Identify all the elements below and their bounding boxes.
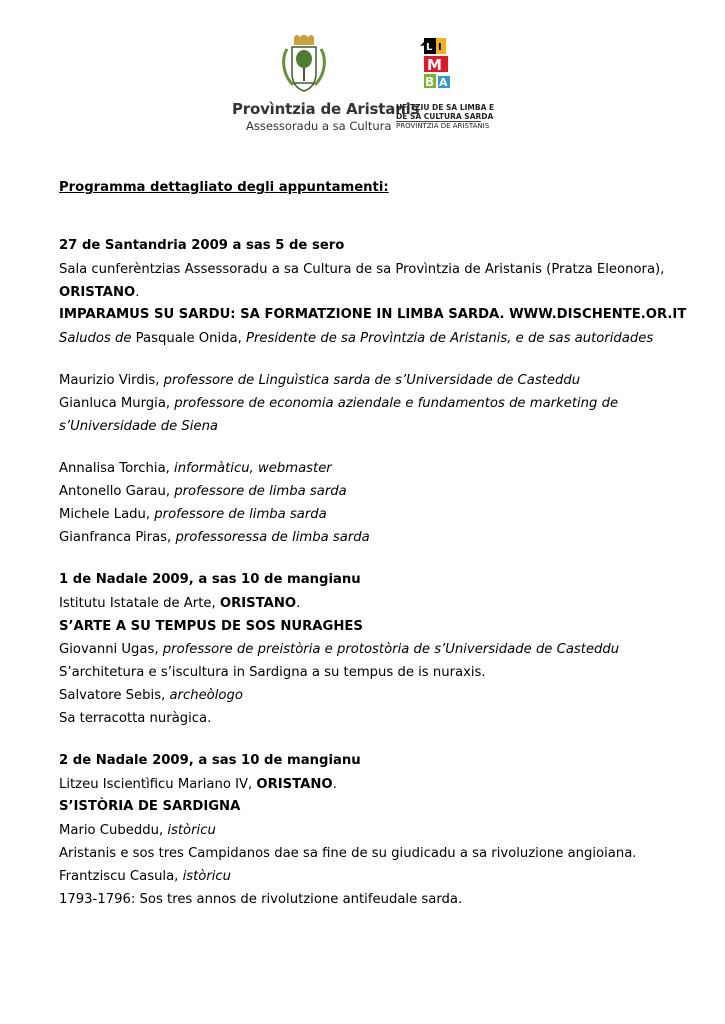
talk-topic: 1793-1796: Sos tres annos de rivolutzione antifeudale sarda. (59, 892, 463, 907)
event1-date: 27 de Santandria 2009 a sas 5 de sero (59, 238, 345, 253)
logo-letter-b: B (425, 75, 435, 89)
speaker-role: archeòlogo (169, 688, 243, 703)
office-name-line2: DE SA CULTURA SARDA (396, 112, 494, 121)
staff-line (59, 506, 327, 524)
speaker-role: istòricu (167, 823, 216, 838)
speaker-role: professore de economia aziendale e fundamentos de marketing de (174, 396, 619, 411)
event3-venue: Litzeu Iscientìficu Mariano IV, (59, 777, 257, 792)
logo-letter-a: A (439, 76, 448, 89)
limba-office-logo (418, 36, 458, 98)
greet-name: Pasquale Onida, (131, 331, 246, 346)
staff-role: professore de limba sarda (174, 484, 347, 499)
event3-city-end: . (332, 777, 337, 792)
event2-city: ORISTANO (219, 596, 297, 611)
greet-role: Presidente de sa Provìntzia de Aristanis, e de sas autoridades (246, 331, 654, 346)
province-department: Assessoradu a sa Cultura (246, 119, 392, 133)
staff-name: Annalisa Torchia, (59, 461, 175, 476)
speaker-role-continuation: s’Universidade de Siena (59, 419, 219, 434)
staff-name: Antonello Garau, (59, 484, 175, 499)
staff-role: professore de limba sarda (154, 507, 327, 522)
event2-date: 1 de Nadale 2009, a sas 10 de mangianu (59, 572, 361, 587)
event1-city-line (59, 284, 139, 302)
program-title: Programma dettagliato degli appuntamenti: (59, 180, 389, 195)
speaker-line (59, 372, 580, 390)
speaker-name: Frantziscu Casula, (59, 869, 183, 884)
event3-venue-line (59, 776, 337, 794)
talk-topic: Aristanis e sos tres Campidanos dae sa fine de su giudicadu a sa rivoluzione angioiana. (59, 846, 637, 861)
speaker-role: professore de preistòria e protostòria de s’Universidade de Casteddu (162, 642, 620, 657)
talk-topic: Sa terracotta nuràgica. (59, 711, 212, 726)
event1-greetings (59, 330, 653, 348)
staff-role: professoressa de limba sarda (175, 530, 370, 545)
logo-letter-i: I (438, 42, 442, 53)
speaker-name: Gianluca Murgia, (59, 396, 175, 411)
event1-venue: Sala cunferèntzias Assessoradu a sa Cultura de sa Provìntzia de Aristanis (Pratza Eleonora), (59, 262, 665, 277)
speaker-role: professore de Linguìstica sarda de s’Universidade de Casteddu (163, 373, 581, 388)
event3-headline: S’ISTÒRIA DE SARDIGNA (59, 799, 241, 814)
speaker-name: Maurizio Virdis, (59, 373, 164, 388)
event2-venue: Istitutu Istatale de Arte, (59, 596, 220, 611)
event1-city: ORISTANO (59, 285, 136, 300)
office-province: PROVÌNTZIA DE ARISTANIS (396, 122, 490, 130)
staff-role: informàticu, webmaster (174, 461, 332, 476)
staff-name: Gianfranca Piras, (59, 530, 176, 545)
event2-city-end: . (296, 596, 301, 611)
event1-headline: IMPARAMUS SU SARDU: SA FORMATZIONE IN LIMBA SARDA. WWW.DISCHENTE.OR.IT (59, 307, 687, 322)
province-crest-logo (279, 35, 329, 97)
event1-city-end: . (135, 285, 140, 300)
staff-line (59, 529, 370, 547)
speaker-line (59, 868, 231, 886)
greet-prefix: Saludos de (59, 331, 132, 346)
event3-city: ORISTANO (256, 777, 333, 792)
logo-letter-l: L (426, 42, 433, 53)
speaker-line (59, 687, 243, 705)
event2-venue-line (59, 595, 300, 613)
talk-topic: S’architetura e s’iscultura in Sardigna a su tempus de is nuraxis. (59, 665, 486, 680)
staff-line (59, 460, 332, 478)
speaker-line (59, 395, 618, 413)
speaker-name: Giovanni Ugas, (59, 642, 163, 657)
staff-name: Michele Ladu, (59, 507, 155, 522)
speaker-line (59, 641, 619, 659)
event2-headline: S’ARTE A SU TEMPUS DE SOS NURAGHES (59, 619, 363, 634)
event3-date: 2 de Nadale 2009, a sas 10 de mangianu (59, 753, 361, 768)
speaker-name: Mario Cubeddu, (59, 823, 168, 838)
speaker-line (59, 822, 216, 840)
speaker-role: istòricu (182, 869, 232, 884)
logo-letter-m: M (427, 56, 442, 74)
province-name: Provìntzia de Aristanis (232, 100, 420, 118)
office-name-line1: UFÌTZIU DE SA LIMBA E (396, 103, 495, 112)
speaker-name: Salvatore Sebis, (59, 688, 170, 703)
staff-line (59, 483, 347, 501)
